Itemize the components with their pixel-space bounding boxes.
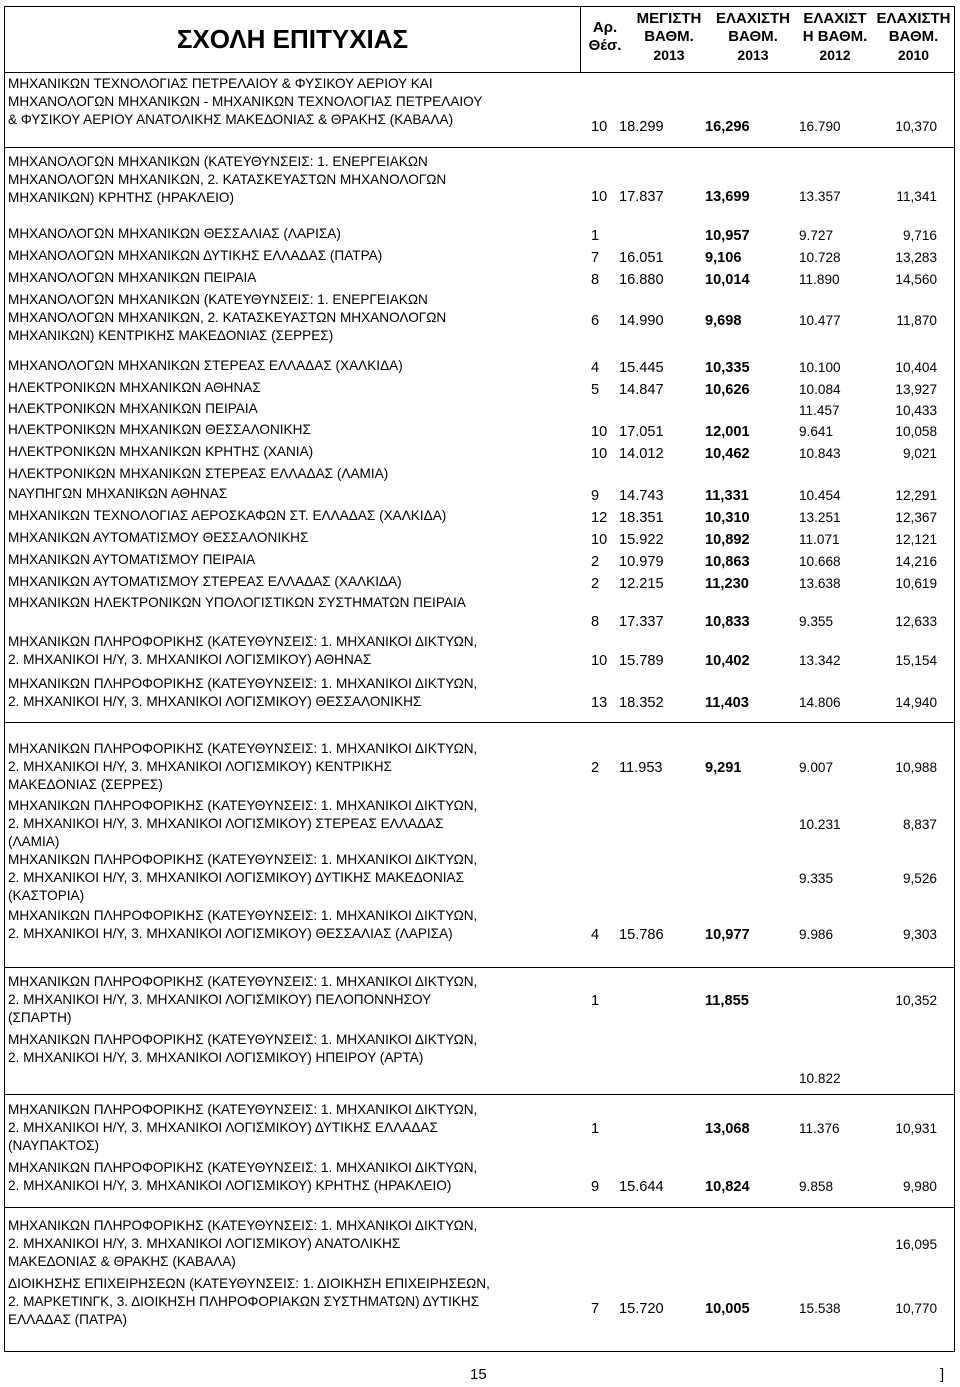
- min-2010-cell: 10,404: [895, 360, 937, 375]
- school-name-line: ΗΛΕΚΤΡΟΝΙΚΩΝ ΜΗΧΑΝΙΚΩΝ ΚΡΗΤΗΣ (ΧΑΝΙΑ): [8, 444, 314, 459]
- min-2013-cell: 10,626: [705, 382, 750, 398]
- school-name: [8, 594, 578, 612]
- max-2013-cell: 14.990: [619, 313, 664, 329]
- table-row: [5, 247, 954, 267]
- min-2012-cell: 13.357: [799, 189, 841, 204]
- school-name: [8, 573, 578, 591]
- min-2012-cell: 10.231: [799, 817, 841, 832]
- rank-cell: 1: [591, 228, 600, 244]
- table-row: [5, 379, 954, 399]
- school-name: [8, 153, 578, 207]
- table-header: [5, 7, 954, 72]
- school-name-line: ΜΗΧΑΝΙΚΩΝ ΠΛΗΡΟΦΟΡΙΚΗΣ (ΚΑΤΕΥΘΥΝΣΕΙΣ: 1. ΜΗΧΑΝΙΚΟΙ ΔΙΚΤΥΩΝ,: [8, 974, 478, 989]
- min-2010-cell: 10,619: [895, 576, 937, 591]
- min-2012-cell: 11.457: [799, 403, 840, 418]
- school-name: [8, 1031, 578, 1067]
- table-row: [5, 740, 954, 796]
- school-name: [8, 421, 578, 439]
- min-2010-cell: 13,283: [895, 250, 937, 265]
- rank-cell: 9: [591, 488, 600, 504]
- school-name-line: ΜΗΧΑΝΟΛΟΓΩΝ ΜΗΧΑΝΙΚΩΝ - ΜΗΧΑΝΙΚΩΝ ΤΕΧΝΟΛΟΓΙΑΣ ΠΕΤΡΕΛΑΙΟΥ: [8, 94, 483, 109]
- rank-cell: 1: [591, 1121, 600, 1137]
- rank-cell: 10: [591, 189, 608, 205]
- table-row: [5, 797, 954, 853]
- school-name-line: ΜΗΧΑΝΙΚΩΝ ΑΥΤΟΜΑΤΙΣΜΟΥ ΘΕΣΣΑΛΟΝΙΚΗΣ: [8, 530, 309, 545]
- min-2012-cell: 11.376: [799, 1121, 840, 1136]
- min-2013-cell: 11,855: [705, 993, 749, 1009]
- min-2010-cell: 10,770: [895, 1301, 937, 1316]
- school-name-line: ΜΗΧΑΝΙΚΩΝ ΑΥΤΟΜΑΤΙΣΜΟΥ ΠΕΙΡΑΙΑ: [8, 552, 256, 567]
- rank-cell: 13: [591, 695, 608, 711]
- school-name: [8, 379, 578, 397]
- table-row: [5, 153, 954, 217]
- min-2010-cell: 9,526: [902, 871, 937, 886]
- school-name-line: ΜΗΧΑΝΙΚΩΝ ΠΛΗΡΟΦΟΡΙΚΗΣ (ΚΑΤΕΥΘΥΝΣΕΙΣ: 1. ΜΗΧΑΝΙΚΟΙ ΔΙΚΤΥΩΝ,: [8, 741, 478, 756]
- school-name: [8, 851, 578, 905]
- school-name: [8, 675, 578, 711]
- school-name: [8, 75, 578, 129]
- school-name-line: ΜΗΧΑΝΟΛΟΓΩΝ ΜΗΧΑΝΙΚΩΝ ΔΥΤΙΚΗΣ ΕΛΛΑΔΑΣ (ΠΑΤΡΑ): [8, 248, 383, 263]
- min-2010-cell: 10,988: [895, 760, 937, 775]
- col-min2010-l1: ΕΛΑΧΙΣΤΗ: [876, 10, 951, 27]
- school-name: [8, 357, 578, 375]
- group-separator: [5, 1094, 954, 1095]
- min-2010-cell: 10,370: [895, 119, 937, 134]
- min-2010-cell: 10,931: [895, 1121, 937, 1136]
- school-name: [8, 507, 578, 525]
- table-row: [5, 1159, 954, 1197]
- table-row: [5, 1101, 954, 1157]
- school-name-line: ΜΗΧΑΝΟΛΟΓΩΝ ΜΗΧΑΝΙΚΩΝ, 2. ΚΑΤΑΣΚΕΥΑΣΤΩΝ ΜΗΧΑΝΟΛΟΓΩΝ: [8, 172, 447, 187]
- min-2010-cell: 10,352: [895, 993, 937, 1008]
- school-name: [8, 247, 578, 265]
- min-2010-cell: 9,980: [902, 1179, 937, 1194]
- min-2013-cell: 12,001: [705, 424, 750, 440]
- table-row: [5, 851, 954, 907]
- min-2013-cell: 9,291: [705, 760, 742, 776]
- table-row: [5, 1275, 954, 1333]
- header-underline: [5, 72, 954, 73]
- school-name: [8, 973, 578, 1027]
- max-2013-cell: 16.880: [619, 272, 664, 288]
- group-separator: [5, 967, 954, 968]
- min-2010-cell: 8,837: [902, 817, 937, 832]
- rank-cell: 1: [591, 993, 600, 1009]
- min-2010-cell: 10,433: [895, 403, 937, 418]
- max-2013-cell: 14.012: [619, 446, 664, 462]
- school-name-line: ΜΗΧΑΝΙΚΩΝ) ΚΡΗΤΗΣ (ΗΡΑΚΛΕΙΟ): [8, 190, 235, 205]
- min-2013-cell: 10,863: [705, 554, 750, 570]
- min-2012-cell: 9.641: [799, 424, 834, 439]
- rank-cell: 10: [591, 653, 608, 669]
- results-table: [4, 6, 955, 1352]
- school-name: [8, 740, 578, 794]
- col-min2012-l2: Η ΒΑΘΜ.: [802, 28, 868, 45]
- max-2013-cell: 18.299: [619, 119, 664, 135]
- col-min2013-l2: ΒΑΘΜ.: [728, 28, 778, 45]
- max-2013-cell: 15.644: [619, 1179, 664, 1195]
- school-name-line: ΗΛΕΚΤΡΟΝΙΚΩΝ ΜΗΧΑΝΙΚΩΝ ΘΕΣΣΑΛΟΝΙΚΗΣ: [8, 422, 311, 437]
- school-name-line: 2. ΜΗΧΑΝΙΚΟΙ Η/Υ, 3. ΜΗΧΑΝΙΚΟΙ ΛΟΓΙΣΜΙΚΟΥ) ΚΕΝΤΡΙΚΗΣ: [8, 759, 392, 774]
- min-2013-cell: 10,892: [705, 532, 750, 548]
- min-2012-cell: 9.355: [799, 614, 834, 629]
- min-2012-cell: 10.668: [799, 554, 841, 569]
- min-2012-cell: 10.843: [799, 446, 841, 461]
- min-2010-cell: 15,154: [895, 653, 937, 668]
- school-name-line: ΜΗΧΑΝΙΚΩΝ) ΚΕΝΤΡΙΚΗΣ ΜΑΚΕΔΟΝΙΑΣ (ΣΕΡΡΕΣ): [8, 328, 334, 343]
- school-name-line: 2. ΜΗΧΑΝΙΚΟΙ Η/Υ, 3. ΜΗΧΑΝΙΚΟΙ ΛΟΓΙΣΜΙΚΟΥ) ΔΥΤΙΚΗΣ ΜΑΚΕΔΟΝΙΑΣ: [8, 870, 465, 885]
- table-row: [5, 633, 954, 670]
- school-name-line: ΜΗΧΑΝΟΛΟΓΩΝ ΜΗΧΑΝΙΚΩΝ, 2. ΚΑΤΑΣΚΕΥΑΣΤΩΝ ΜΗΧΑΝΟΛΟΓΩΝ: [8, 310, 447, 325]
- table-row: [5, 675, 954, 713]
- school-name-line: ΜΗΧΑΝΙΚΩΝ ΠΛΗΡΟΦΟΡΙΚΗΣ (ΚΑΤΕΥΘΥΝΣΕΙΣ: 1. ΜΗΧΑΝΙΚΟΙ ΔΙΚΤΥΩΝ,: [8, 1032, 478, 1047]
- school-name-line: ΜΗΧΑΝΙΚΩΝ ΠΛΗΡΟΦΟΡΙΚΗΣ (ΚΑΤΕΥΘΥΝΣΕΙΣ: 1. ΜΗΧΑΝΙΚΟΙ ΔΙΚΤΥΩΝ,: [8, 852, 478, 867]
- col-rank-header-l1: Αρ.: [592, 19, 618, 36]
- school-name-line: ΝΑΥΠΗΓΩΝ ΜΗΧΑΝΙΚΩΝ ΑΘΗΝΑΣ: [8, 486, 228, 501]
- min-2013-cell: 10,824: [705, 1179, 750, 1195]
- col-min2013-header: [709, 7, 797, 75]
- school-name-line: ΜΗΧΑΝΙΚΩΝ ΠΛΗΡΟΦΟΡΙΚΗΣ (ΚΑΤΕΥΘΥΝΣΕΙΣ: 1. ΜΗΧΑΝΙΚΟΙ ΔΙΚΤΥΩΝ,: [8, 676, 478, 691]
- rank-cell: 10: [591, 532, 608, 548]
- col-min2010-l3: 2010: [897, 47, 930, 63]
- max-2013-cell: 17.837: [619, 189, 664, 205]
- min-2012-cell: 9.986: [799, 927, 834, 942]
- school-name: [8, 633, 578, 669]
- page-title: ΣΧΟΛΗ ΕΠΙΤΥΧΙΑΣ: [176, 24, 409, 54]
- school-name-line: ΜΗΧΑΝΟΛΟΓΩΝ ΜΗΧΑΝΙΚΩΝ ΘΕΣΣΑΛΙΑΣ (ΛΑΡΙΣΑ): [8, 226, 341, 241]
- min-2012-cell: 11.890: [799, 272, 840, 287]
- school-name-line: ΜΗΧΑΝΙΚΩΝ ΑΥΤΟΜΑΤΙΣΜΟΥ ΣΤΕΡΕΑΣ ΕΛΛΑΔΑΣ (ΧΑΛΚΙΔΑ): [8, 574, 402, 589]
- school-name-line: ΜΗΧΑΝΟΛΟΓΩΝ ΜΗΧΑΝΙΚΩΝ (ΚΑΤΕΥΘΥΝΣΕΙΣ: 1. ΕΝΕΡΓΕΙΑΚΩΝ: [8, 154, 428, 169]
- min-2010-cell: 9,716: [902, 228, 937, 243]
- table-row: [5, 400, 954, 420]
- min-2010-cell: 11,870: [896, 313, 937, 328]
- rank-cell: 12: [591, 510, 608, 526]
- table-row: [5, 1217, 954, 1273]
- school-name-line: ΔΙΟΙΚΗΣΗΣ ΕΠΙΧΕΙΡΗΣΕΩΝ (ΚΑΤΕΥΘΥΝΣΕΙΣ: 1. ΔΙΟΙΚΗΣΗ ΕΠΙΧΕΙΡΗΣΕΩΝ,: [8, 1276, 490, 1291]
- min-2010-cell: 14,560: [895, 272, 937, 287]
- school-name-line: 2. ΜΗΧΑΝΙΚΟΙ Η/Υ, 3. ΜΗΧΑΝΙΚΟΙ ΛΟΓΙΣΜΙΚΟΥ) ΗΠΕΙΡΟΥ (ΑΡΤΑ): [8, 1050, 424, 1065]
- school-name-line: 2. ΜΗΧΑΝΙΚΟΙ Η/Υ, 3. ΜΗΧΑΝΙΚΟΙ ΛΟΓΙΣΜΙΚΟΥ) ΣΤΕΡΕΑΣ ΕΛΛΑΔΑΣ: [8, 816, 444, 831]
- min-2013-cell: 10,310: [705, 510, 750, 526]
- min-2013-cell: 11,230: [705, 576, 749, 592]
- max-2013-cell: 14.743: [619, 488, 664, 504]
- table-row: [5, 357, 954, 377]
- min-2012-cell: 10.084: [799, 382, 841, 397]
- max-2013-cell: 15.789: [619, 653, 664, 669]
- rank-cell: 7: [591, 250, 600, 266]
- min-2010-cell: 11,341: [896, 189, 937, 204]
- rank-cell: 6: [591, 313, 600, 329]
- max-2013-cell: 12.215: [619, 576, 664, 592]
- col-min2013-l1: ΕΛΑΧΙΣΤΗ: [715, 10, 790, 27]
- min-2012-cell: 15.538: [799, 1301, 841, 1316]
- max-2013-cell: 15.922: [619, 532, 664, 548]
- group-separator: [5, 147, 954, 148]
- min-2012-cell: 10.822: [799, 1071, 841, 1086]
- min-2013-cell: 13,699: [705, 189, 750, 205]
- school-name: [8, 400, 578, 418]
- max-2013-cell: 14.847: [619, 382, 664, 398]
- rank-cell: 2: [591, 760, 600, 776]
- max-2013-cell: 16.051: [619, 250, 664, 266]
- school-name: [8, 1275, 578, 1329]
- min-2012-cell: 9.335: [799, 871, 834, 886]
- school-name-line: ΜΗΧΑΝΟΛΟΓΩΝ ΜΗΧΑΝΙΚΩΝ ΠΕΙΡΑΙΑ: [8, 270, 257, 285]
- rank-cell: 5: [591, 382, 600, 398]
- min-2012-cell: 9.727: [799, 228, 834, 243]
- footer-mark: ]: [940, 1366, 945, 1383]
- col-min2010-l2: ΒΑΘΜ.: [888, 28, 939, 45]
- school-name-line: 2. ΜΗΧΑΝΙΚΟΙ Η/Υ, 3. ΜΗΧΑΝΙΚΟΙ ΛΟΓΙΣΜΙΚΟΥ) ΔΥΤΙΚΗΣ ΕΛΛΑΔΑΣ: [8, 1120, 438, 1135]
- school-name: [8, 269, 578, 287]
- max-2013-cell: 17.051: [619, 424, 664, 440]
- school-name-line: (ΚΑΣΤΟΡΙΑ): [8, 888, 85, 903]
- min-2013-cell: 10,957: [705, 228, 750, 244]
- school-name-line: ΜΑΚΕΔΟΝΙΑΣ (ΣΕΡΡΕΣ): [8, 777, 163, 792]
- school-name: [8, 1217, 578, 1271]
- school-name-line: 2. ΜΗΧΑΝΙΚΟΙ Η/Υ, 3. ΜΗΧΑΝΙΚΟΙ ΛΟΓΙΣΜΙΚΟΥ) ΘΕΣΣΑΛΟΝΙΚΗΣ: [8, 694, 422, 709]
- table-row: [5, 507, 954, 527]
- min-2013-cell: 9,698: [705, 313, 742, 329]
- table-row: [5, 594, 954, 630]
- school-name-line: (ΛΑΜΙΑ): [8, 834, 60, 849]
- rank-cell: 4: [591, 927, 600, 943]
- school-name-line: 2. ΜΗΧΑΝΙΚΟΙ Η/Υ, 3. ΜΗΧΑΝΙΚΟΙ ΛΟΓΙΣΜΙΚΟΥ) ΑΝΑΤΟΛΙΚΗΣ: [8, 1236, 401, 1251]
- group-separator: [5, 1207, 954, 1208]
- min-2010-cell: 16,095: [895, 1237, 937, 1252]
- page-number: 15: [470, 1366, 487, 1383]
- school-name-line: ΜΗΧΑΝΙΚΩΝ ΤΕΧΝΟΛΟΓΙΑΣ ΑΕΡΟΣΚΑΦΩΝ ΣΤ. ΕΛΛΑΔΑΣ (ΧΑΛΚΙΔΑ): [8, 508, 447, 523]
- rank-cell: 2: [591, 576, 600, 592]
- school-name: [8, 485, 578, 503]
- min-2010-cell: 14,940: [895, 695, 937, 710]
- school-name: [8, 907, 578, 943]
- min-2010-cell: 13,927: [895, 382, 937, 397]
- table-row: [5, 1031, 954, 1086]
- rank-cell: 7: [591, 1301, 600, 1317]
- school-name-line: 2. ΜΗΧΑΝΙΚΟΙ Η/Υ, 3. ΜΗΧΑΝΙΚΟΙ ΛΟΓΙΣΜΙΚΟΥ) ΚΡΗΤΗΣ (ΗΡΑΚΛΕΙΟ): [8, 1178, 452, 1193]
- min-2012-cell: 16.790: [799, 119, 841, 134]
- min-2013-cell: 10,833: [705, 614, 750, 630]
- school-name: [8, 1101, 578, 1155]
- school-name-line: ΕΛΛΑΔΑΣ (ΠΑΤΡΑ): [8, 1312, 127, 1327]
- min-2012-cell: 14.806: [799, 695, 841, 710]
- school-name-line: ΜΗΧΑΝΙΚΩΝ ΠΛΗΡΟΦΟΡΙΚΗΣ (ΚΑΤΕΥΘΥΝΣΕΙΣ: 1. ΜΗΧΑΝΙΚΟΙ ΔΙΚΤΥΩΝ,: [8, 1160, 478, 1175]
- min-2010-cell: 14,216: [895, 554, 937, 569]
- table-row: [5, 291, 954, 355]
- school-name-line: ΜΗΧΑΝΙΚΩΝ ΠΛΗΡΟΦΟΡΙΚΗΣ (ΚΑΤΕΥΘΥΝΣΕΙΣ: 1. ΜΗΧΑΝΙΚΟΙ ΔΙΚΤΥΩΝ,: [8, 634, 478, 649]
- min-2012-cell: 9.007: [799, 760, 834, 775]
- school-name-line: ΜΗΧΑΝΟΛΟΓΩΝ ΜΗΧΑΝΙΚΩΝ ΣΤΕΡΕΑΣ ΕΛΛΑΔΑΣ (ΧΑΛΚΙΔΑ): [8, 358, 403, 373]
- col-max2013-l3: 2013: [653, 47, 685, 63]
- min-2010-cell: 12,121: [895, 532, 937, 547]
- min-2013-cell: 10,005: [705, 1301, 750, 1317]
- col-max2013-l2: ΒΑΘΜ.: [644, 28, 694, 45]
- rank-cell: 9: [591, 1179, 600, 1195]
- table-row: [5, 443, 954, 463]
- school-name-line: ΜΑΚΕΔΟΝΙΑΣ & ΘΡΑΚΗΣ (ΚΑΒΑΛΑ): [8, 1254, 236, 1269]
- school-name-line: 2. ΜΑΡΚΕΤΙΝΓΚ, 3. ΔΙΟΙΚΗΣΗ ΠΛΗΡΟΦΟΡΙΑΚΩΝ ΣΥΣΤΗΜΑΤΩΝ) ΔΥΤΙΚΗΣ: [8, 1294, 480, 1309]
- min-2013-cell: 13,068: [705, 1121, 750, 1137]
- table-row: [5, 973, 954, 1029]
- col-min2013-l3: 2013: [737, 47, 769, 63]
- school-name-line: 2. ΜΗΧΑΝΙΚΟΙ Η/Υ, 3. ΜΗΧΑΝΙΚΟΙ ΛΟΓΙΣΜΙΚΟΥ) ΘΕΣΣΑΛΙΑΣ (ΛΑΡΙΣΑ): [8, 926, 453, 941]
- rank-cell: 2: [591, 554, 600, 570]
- min-2010-cell: 12,633: [895, 614, 937, 629]
- min-2013-cell: 10,014: [705, 272, 750, 288]
- max-2013-cell: 17.337: [619, 614, 664, 630]
- school-name: [8, 291, 578, 345]
- col-max2013-header: [629, 7, 709, 75]
- school-name: [8, 551, 578, 569]
- min-2010-cell: 12,367: [895, 510, 937, 525]
- school-name-line: ΜΗΧΑΝΙΚΩΝ ΠΛΗΡΟΦΟΡΙΚΗΣ (ΚΑΤΕΥΘΥΝΣΕΙΣ: 1. ΜΗΧΑΝΙΚΟΙ ΔΙΚΤΥΩΝ,: [8, 1102, 478, 1117]
- min-2012-cell: 13.251: [799, 510, 841, 525]
- col-min2012-l1: ΕΛΑΧΙΣΤ: [803, 10, 867, 27]
- table-row: [5, 485, 954, 505]
- min-2013-cell: 11,403: [705, 695, 749, 711]
- rank-cell: 10: [591, 446, 608, 462]
- school-name: [8, 443, 578, 461]
- school-name-line: ΜΗΧΑΝΙΚΩΝ ΠΛΗΡΟΦΟΡΙΚΗΣ (ΚΑΤΕΥΘΥΝΣΕΙΣ: 1. ΜΗΧΑΝΙΚΟΙ ΔΙΚΤΥΩΝ,: [8, 908, 478, 923]
- col-min2012-header: [797, 7, 873, 75]
- table-row: [5, 573, 954, 593]
- max-2013-cell: 10.979: [619, 554, 664, 570]
- min-2012-cell: 10.100: [799, 360, 841, 375]
- max-2013-cell: 11.953: [619, 760, 663, 776]
- school-name-line: (ΝΑΥΠΑΚΤΟΣ): [8, 1138, 99, 1153]
- rank-cell: 8: [591, 614, 600, 630]
- group-separator: [5, 722, 954, 723]
- school-name: [8, 1159, 578, 1195]
- school-name-line: ΜΗΧΑΝΙΚΩΝ ΠΛΗΡΟΦΟΡΙΚΗΣ (ΚΑΤΕΥΘΥΝΣΕΙΣ: 1. ΜΗΧΑΝΙΚΟΙ ΔΙΚΤΥΩΝ,: [8, 1218, 478, 1233]
- min-2010-cell: 9,303: [902, 927, 937, 942]
- school-name-line: (ΣΠΑΡΤΗ): [8, 1010, 72, 1025]
- school-name: [8, 797, 578, 851]
- min-2013-cell: 10,462: [705, 446, 750, 462]
- school-name-line: ΗΛΕΚΤΡΟΝΙΚΩΝ ΜΗΧΑΝΙΚΩΝ ΠΕΙΡΑΙΑ: [8, 401, 258, 416]
- rank-cell: 10: [591, 424, 608, 440]
- min-2012-cell: 13.342: [799, 653, 841, 668]
- table-row: [5, 269, 954, 289]
- max-2013-cell: 15.720: [619, 1301, 664, 1317]
- school-name-line: ΗΛΕΚΤΡΟΝΙΚΩΝ ΜΗΧΑΝΙΚΩΝ ΣΤΕΡΕΑΣ ΕΛΛΑΔΑΣ (ΛΑΜΙΑ): [8, 466, 389, 481]
- col-rank-header-l2: Θέσ.: [588, 37, 622, 54]
- min-2012-cell: 11.071: [799, 532, 840, 547]
- min-2010-cell: 10,058: [895, 424, 937, 439]
- table-row: [5, 907, 954, 945]
- school-name-line: 2. ΜΗΧΑΝΙΚΟΙ Η/Υ, 3. ΜΗΧΑΝΙΚΟΙ ΛΟΓΙΣΜΙΚΟΥ) ΠΕΛΟΠΟΝΝΗΣΟΥ: [8, 992, 432, 1007]
- school-name-line: ΜΗΧΑΝΙΚΩΝ ΠΛΗΡΟΦΟΡΙΚΗΣ (ΚΑΤΕΥΘΥΝΣΕΙΣ: 1. ΜΗΧΑΝΙΚΟΙ ΔΙΚΤΥΩΝ,: [8, 798, 478, 813]
- table-row: [5, 75, 954, 145]
- min-2013-cell: 16,296: [705, 119, 750, 135]
- school-name-line: ΜΗΧΑΝΙΚΩΝ ΤΕΧΝΟΛΟΓΙΑΣ ΠΕΤΡΕΛΑΙΟΥ & ΦΥΣΙΚΟΥ ΑΕΡΙΟΥ ΚΑΙ: [8, 76, 433, 91]
- min-2012-cell: 9.858: [799, 1179, 834, 1194]
- school-name: [8, 225, 578, 243]
- table-row: [5, 529, 954, 549]
- rank-cell: 4: [591, 360, 600, 376]
- min-2013-cell: 10,402: [705, 653, 750, 669]
- school-name-line: ΜΗΧΑΝΙΚΩΝ ΗΛΕΚΤΡΟΝΙΚΩΝ ΥΠΟΛΟΓΙΣΤΙΚΩΝ ΣΥΣΤΗΜΑΤΩΝ ΠΕΙΡΑΙΑ: [8, 595, 466, 610]
- table-row: [5, 421, 954, 441]
- max-2013-cell: 18.352: [619, 695, 664, 711]
- min-2013-cell: 11,331: [705, 488, 749, 504]
- min-2013-cell: 10,977: [705, 927, 750, 943]
- rank-cell: 10: [591, 119, 608, 135]
- school-name-line: & ΦΥΣΙΚΟΥ ΑΕΡΙΟΥ ΑΝΑΤΟΛΙΚΗΣ ΜΑΚΕΔΟΝΙΑΣ & ΘΡΑΚΗΣ (ΚΑΒΑΛΑ): [8, 112, 454, 127]
- school-name-line: 2. ΜΗΧΑΝΙΚΟΙ Η/Υ, 3. ΜΗΧΑΝΙΚΟΙ ΛΟΓΙΣΜΙΚΟΥ) ΑΘΗΝΑΣ: [8, 652, 372, 667]
- min-2012-cell: 10.477: [799, 313, 841, 328]
- table-row: [5, 225, 954, 245]
- min-2012-cell: 10.728: [799, 250, 841, 265]
- rank-cell: 8: [591, 272, 600, 288]
- min-2010-cell: 9,021: [902, 446, 937, 461]
- table-row: [5, 551, 954, 571]
- min-2013-cell: 10,335: [705, 360, 750, 376]
- max-2013-cell: 15.786: [619, 927, 664, 943]
- school-name: [8, 465, 578, 483]
- min-2012-cell: 13.638: [799, 576, 841, 591]
- min-2010-cell: 12,291: [895, 488, 937, 503]
- max-2013-cell: 18.351: [619, 510, 664, 526]
- table-row: [5, 465, 954, 485]
- school-name: [8, 529, 578, 547]
- col-max2013-l1: ΜΕΓΙΣΤΗ: [636, 10, 702, 27]
- min-2012-cell: 10.454: [799, 488, 841, 503]
- max-2013-cell: 15.445: [619, 360, 664, 376]
- school-name-line: ΜΗΧΑΝΟΛΟΓΩΝ ΜΗΧΑΝΙΚΩΝ (ΚΑΤΕΥΘΥΝΣΕΙΣ: 1. ΕΝΕΡΓΕΙΑΚΩΝ: [8, 292, 428, 307]
- min-2013-cell: 9,106: [705, 250, 742, 266]
- col-min2012-l3: 2012: [819, 47, 851, 63]
- col-min2010-header: [873, 7, 954, 75]
- school-name-line: ΗΛΕΚΤΡΟΝΙΚΩΝ ΜΗΧΑΝΙΚΩΝ ΑΘΗΝΑΣ: [8, 380, 261, 395]
